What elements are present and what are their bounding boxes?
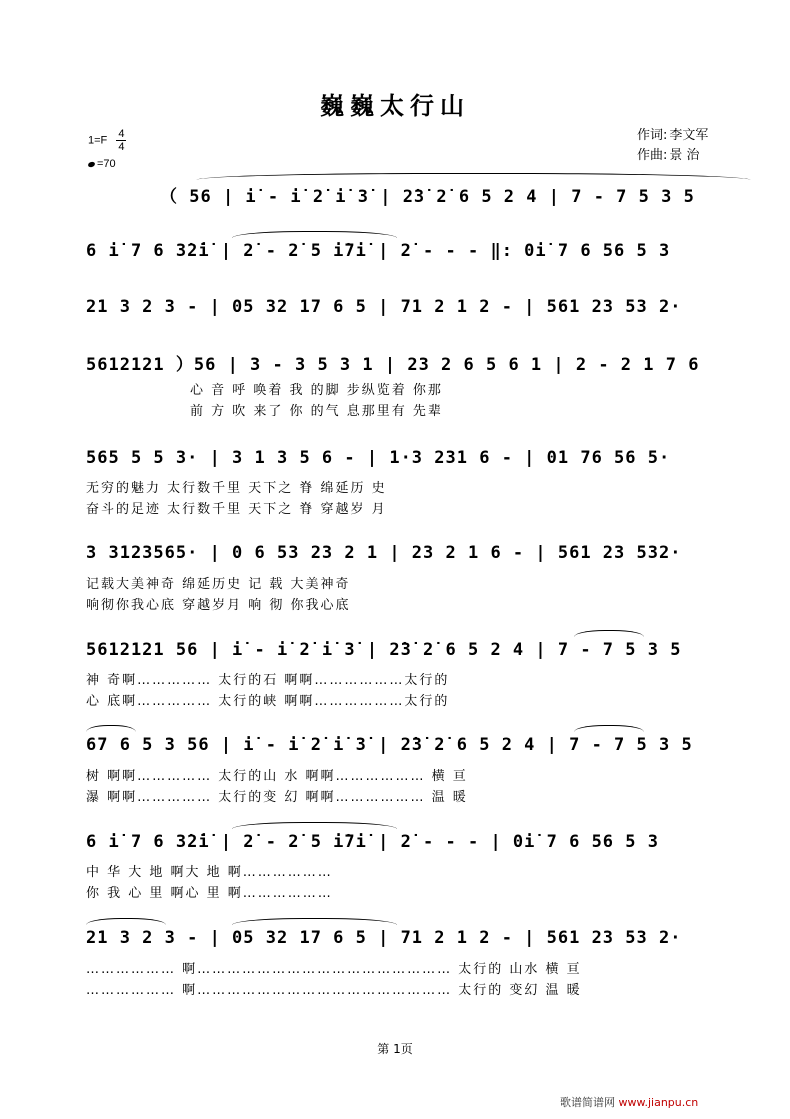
system-4-lyric-verse-1: 心 音 呼 唤着 我 的脚 步纵览着 你那 (190, 383, 443, 398)
tempo-marking (88, 158, 116, 170)
phrase-slur (232, 231, 397, 238)
system-8-lyric-verse-2: 瀑 啊啊…………… 太行的变 幻 啊啊……………… 温 暖 (86, 790, 468, 805)
phrase-slur (574, 725, 644, 732)
time-signature-top: 4 (118, 128, 125, 140)
time-signature-bottom: 4 (118, 141, 125, 153)
watermark-site-cn: 歌谱简谱网 (560, 1096, 615, 1109)
system-2-notes: 6 i̇ 7 6 3̇2̇i̇ | 2̇ - 2̇ 5 i̇7i̇ | 2̇ - - - ‖: 0i̇ 7 6 56 5 3 (86, 241, 671, 261)
phrase-slur (232, 918, 397, 925)
system-6-lyric-verse-1: 记载大美神奇 绵延历史 记 载 大美神奇 (86, 577, 351, 592)
system-10-lyric-verse-2: ……………… 啊…………………………………………… 太行的 变幻 温 暖 (86, 983, 582, 998)
lyricist-name: 李文军 (669, 128, 709, 143)
phrase-slur (196, 173, 751, 180)
system-10-notes: 21 3 2 3 - | 05 32 17 6 5 | 71 2 1 2 - | 561 23 53 2· (86, 928, 682, 948)
system-7-notes: 5612121 56 | i̇ - i̇ 2̇ i̇ 3̇ | 2̇3̇ 2̇ 6 5 2 4 | 7 - 7 5 3 5 (86, 640, 682, 660)
composer-label: 作曲: (637, 148, 668, 163)
system-9-lyric-verse-2: 你 我 心 里 啊心 里 啊……………… (86, 886, 333, 901)
lyricist-label: 作词: (637, 128, 668, 143)
system-8-lyric-verse-1: 树 啊啊…………… 太行的山 水 啊啊……………… 横 亘 (86, 769, 468, 784)
system-6-lyric-verse-2: 响彻你我心底 穿越岁月 响 彻 你我心底 (86, 598, 351, 613)
page-number: 第 1页 (377, 1042, 413, 1056)
system-3-notes: 21 3 2 3 - | 05 32 17 6 5 | 71 2 1 2 - | 561 23 53 2· (86, 297, 682, 317)
phrase-slur (232, 822, 397, 829)
phrase-slur (86, 918, 166, 925)
song-title: 巍巍太行山 (320, 91, 470, 120)
time-signature (116, 128, 126, 153)
system-7-lyric-verse-1: 神 奇啊…………… 太行的石 啊啊………………太行的 (86, 673, 450, 688)
composer-line (637, 146, 708, 166)
system-1-notes: （ 56 | i̇ - i̇ 2̇ i̇ 3̇ | 2̇3̇ 2̇ 6 5 2 4 | 7 - 7 5 3 5 (160, 187, 695, 207)
credits (637, 126, 708, 166)
system-7-lyric-verse-2: 心 底啊…………… 太行的峡 啊啊………………太行的 (86, 694, 450, 709)
system-4-notes: 5612121 ）56 | 3 - 3 5 3 1 | 23 2 6 5 6 1 | 2 - 2 1 7 6 (86, 355, 700, 375)
key-label: 1=F (88, 134, 108, 147)
quarter-note-icon (87, 161, 95, 168)
system-5-lyric-verse-2: 奋斗的足迹 太行数千里 天下之 脊 穿越岁 月 (86, 502, 387, 517)
system-9-notes: 6 i̇ 7 6 3̇2̇i̇ | 2̇ - 2̇ 5 i̇7i̇ | 2̇ - - - | 0i̇ 7 6 56 5 3 (86, 832, 659, 852)
lyricist-line (637, 126, 708, 146)
system-4-lyric-verse-2: 前 方 吹 来了 你 的气 息那里有 先辈 (190, 404, 443, 419)
system-6-notes: 3 3123565· | 0 6 53 23 2 1 | 23 2 1 6 - | 561 23 532· (86, 543, 682, 563)
tempo-value: =70 (97, 158, 116, 170)
system-8-notes: 67 6 5 3 56 | i̇ - i̇ 2̇ i̇ 3̇ | 2̇3̇ 2̇ 6 5 2 4 | 7 - 7 5 3 5 (86, 735, 693, 755)
system-9-lyric-verse-1: 中 华 大 地 啊大 地 啊……………… (86, 865, 333, 880)
phrase-slur (574, 630, 644, 637)
watermark (560, 1094, 698, 1110)
composer-name: 景 治 (669, 148, 700, 163)
system-5-notes: 565 5 5 3· | 3 1 3 5 6 - | 1·3 231 6 - | 01 76 56 5· (86, 448, 671, 468)
watermark-site-en: www.jianpu.cn (618, 1096, 699, 1109)
system-5-lyric-verse-1: 无穷的魅力 太行数千里 天下之 脊 绵延历 史 (86, 481, 387, 496)
system-10-lyric-verse-1: ……………… 啊…………………………………………… 太行的 山水 横 亘 (86, 962, 582, 977)
key-signature (88, 128, 126, 153)
phrase-slur (86, 725, 136, 732)
